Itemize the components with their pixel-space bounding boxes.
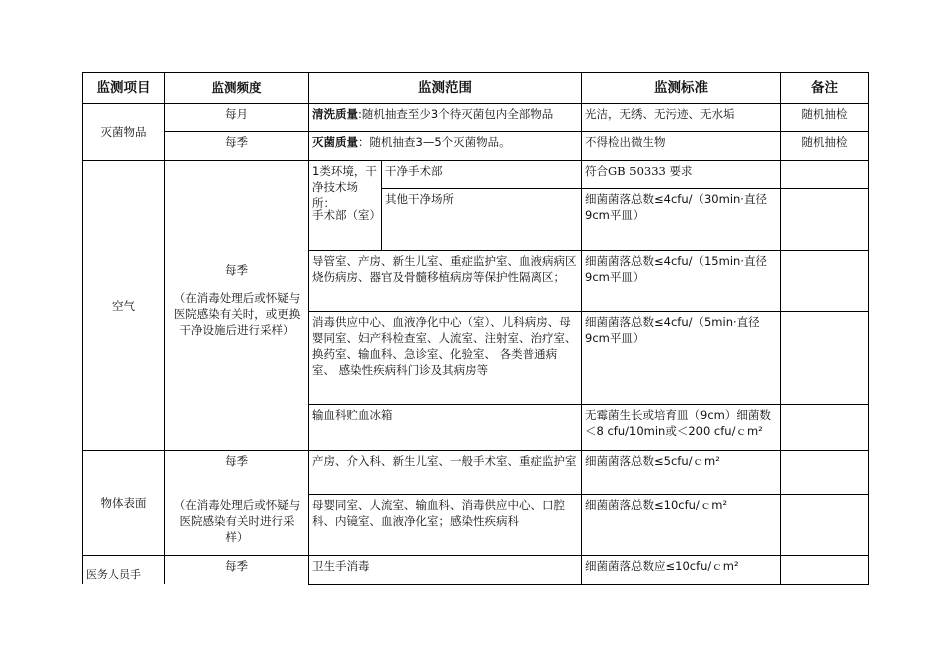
rule <box>82 555 869 556</box>
item-hands: 医务人员手 <box>86 568 141 581</box>
header-frequency: 监测频度 <box>211 80 262 95</box>
rule <box>82 160 869 161</box>
scope-cell: 产房、介入科、新生儿室、一般手术室、重症监护室 <box>312 454 577 468</box>
scope-cell: 导管室、产房、新生儿室、重症监护室、血液病病区烧伤病房、器官及骨髓移植病房等保护性隔离区； <box>312 254 577 284</box>
scope-cell: 卫生手消毒 <box>312 559 370 573</box>
scope-cell: 母婴同室、人流室、输血科、消毒供应中心、口腔科、内镜室、血液净化室；感染性疾病科 <box>312 498 565 528</box>
scope-cell: 输血科贮血冰箱 <box>312 408 393 422</box>
remark-cell: 随机抽检 <box>801 135 848 149</box>
standard-cell: 细菌菌落总数≤4cfu/（15min·直径9cm平皿） <box>585 254 767 284</box>
rule <box>164 131 869 132</box>
standard-cell: 细菌菌落总数应≤10cfu/ｃm² <box>585 559 739 573</box>
frequency-cell: 每季 <box>225 559 248 573</box>
rule <box>308 250 869 251</box>
scope-cell <box>309 106 581 130</box>
standard-cell: 细菌菌落总数≤10cfu/ｃm² <box>585 498 728 512</box>
scope-text: :随机抽查至少3个待灭菌包内全部物品 <box>358 107 554 121</box>
frequency-note: （在消毒处理后或怀疑与医院感染有关时，或更换干净设施后进行采样） <box>173 291 301 337</box>
scope-cell: 消毒供应中心、血液净化中心（室）、儿科病房、母婴同室、妇产科检查室、人流室、注射室、治疗室、换药室、输血科、急诊室、化验室、 各类普通病室、 感染性疾病科门诊及其病房等 <box>312 315 577 377</box>
class1-sub: 手术部（室） <box>312 208 381 222</box>
rule <box>308 404 869 405</box>
scope-text: ：随机抽查3—5个灭菌物品。 <box>358 135 511 149</box>
item-surface: 物体表面 <box>100 496 147 510</box>
standard-cell: 光洁，无绣、无污迹、无水垢 <box>585 107 735 121</box>
scope-label: 清洗质量 <box>312 107 358 121</box>
scope-label: 灭菌质量 <box>312 135 358 149</box>
item-sterile: 灭菌物品 <box>100 125 147 139</box>
standard-cell: 细菌菌落总数≤4cfu/（30min·直径9cm平皿） <box>585 192 767 222</box>
rule <box>308 494 869 495</box>
rule <box>308 584 869 585</box>
standard-cell: 细菌菌落总数≤4cfu/（5min·直径9cm平皿） <box>585 315 760 345</box>
standard-cell: 无霉菌生长或培育皿（9cm）细菌数＜8 cfu/10min或＜200 cfu/ｃm² <box>585 408 771 438</box>
header-standard: 监测标准 <box>654 80 708 96</box>
rule <box>308 311 869 312</box>
header-scope: 监测范围 <box>418 80 472 96</box>
standard-cell: 符合GB 50333 要求 <box>585 164 693 178</box>
item-air: 空气 <box>112 298 135 313</box>
frequency-cell: 每季 <box>225 454 248 468</box>
class1-label: 1类环境，干净技术场所： <box>312 164 377 210</box>
standard-cell: 细菌菌落总数≤5cfu/ｃm² <box>585 454 720 468</box>
scope-cell: 干净手术部 <box>385 164 443 178</box>
frequency-note: （在消毒处理后或怀疑与医院感染有关时进行采样） <box>173 498 301 544</box>
scope-cell <box>309 134 581 158</box>
frequency-cell: 每季 <box>225 135 248 149</box>
header-remark: 备注 <box>811 80 838 96</box>
standard-cell: 不得检出微生物 <box>585 135 666 149</box>
header-item: 监测项目 <box>96 80 151 96</box>
frequency-cell: 每月 <box>225 107 248 121</box>
scope-cell: 其他干净场所 <box>385 192 454 206</box>
rule <box>868 72 869 584</box>
rule <box>381 188 869 189</box>
rule <box>82 450 869 451</box>
frequency-cell: 每季 <box>225 263 248 277</box>
rule <box>82 103 869 104</box>
remark-cell: 随机抽检 <box>801 107 848 121</box>
